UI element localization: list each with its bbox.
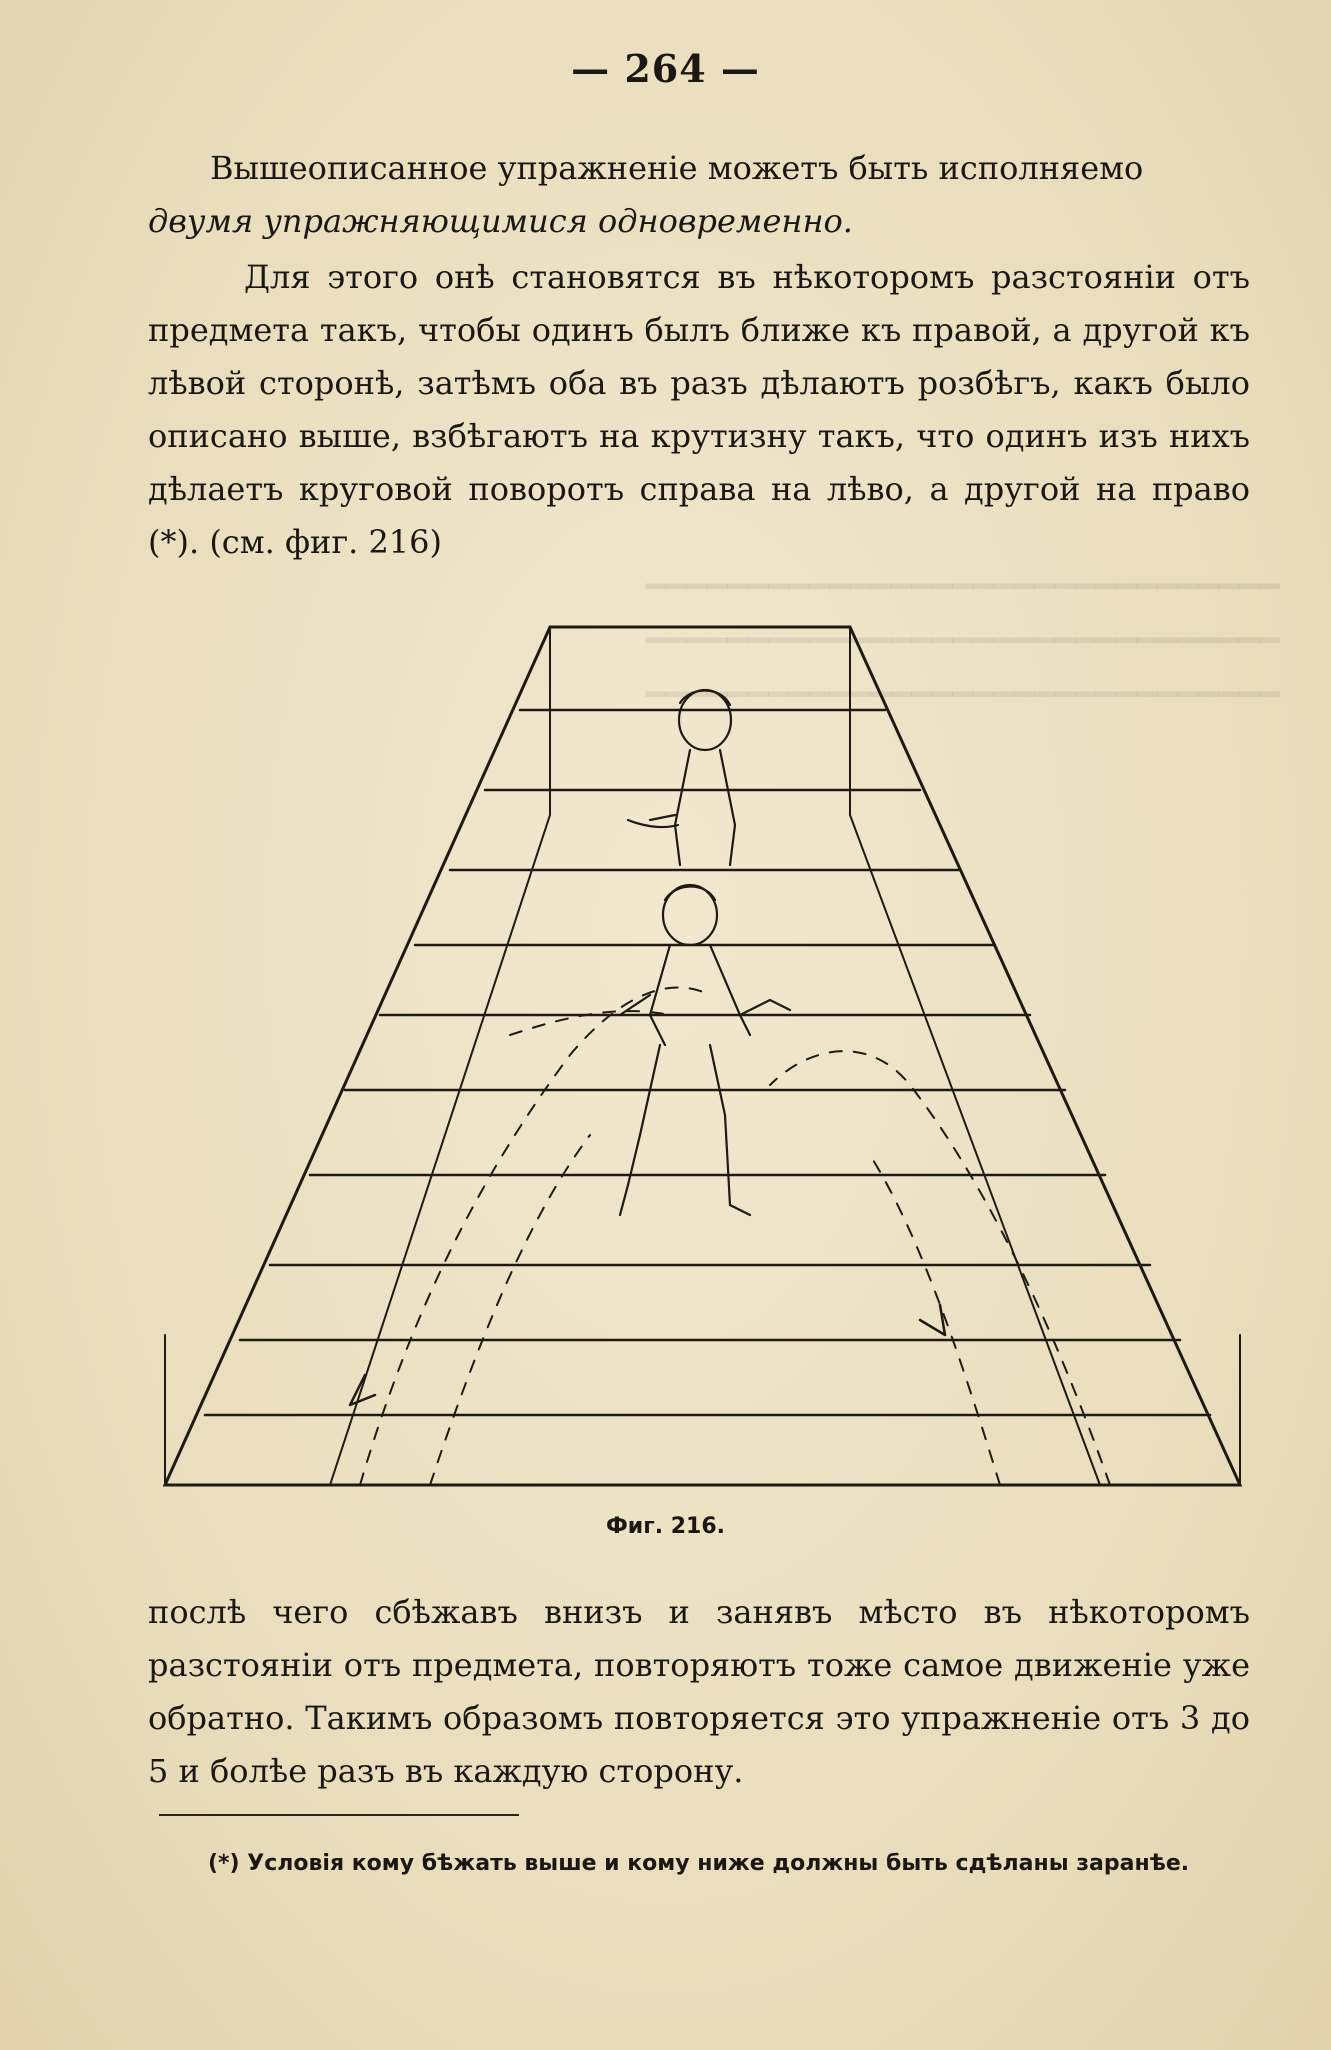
arrow-right: [920, 1305, 945, 1335]
run-paths: [360, 988, 1110, 1486]
figure-216-illustration: [150, 615, 1260, 1501]
figure-caption: Фиг. 216.: [605, 1514, 726, 1539]
person-lower: [620, 885, 790, 1215]
person-upper: [628, 690, 735, 865]
arrow-left: [350, 1375, 375, 1405]
paragraph-intro-emphasis: двумя упражняющимися одновременно.: [148, 202, 853, 240]
page-number: — 264 —: [571, 46, 760, 91]
paragraph-intro: [148, 142, 1250, 248]
ramp-inner-frame: [330, 627, 1100, 1485]
footnote-divider: [159, 1814, 519, 1816]
bleed-through-texture: ━━━━━━━━━━━━━━━━━━━━━━━━━━━━━━━ ━━━━━━━━━━━━━━━━━━━━━━━━━━━━━━━ ━━━━━━━━━━━━━━━━━━━━━━━━━━━━━━━: [645, 567, 1280, 715]
ramp-outline: [165, 627, 1240, 1485]
footnote: (*) Условія кому бѣжать выше и кому ниже должны быть сдѣланы заранѣе.: [208, 1851, 1190, 1876]
paragraph-intro-line1: Вышеописанное упражненіе можетъ быть исполняемо: [210, 149, 1144, 187]
paragraph-continuation: послѣ чего сбѣжавъ внизъ и занявъ мѣсто въ нѣкоторомъ разстояніи отъ предмета, повторяютъ тоже самое движеніе уже обратно. Такимъ образомъ повторяется это упражненіе отъ 3 до 5 и болѣе разъ въ каждую сторону.: [148, 1593, 1250, 1790]
paragraph-method: Для этого онѣ становятся въ нѣкоторомъ разстояніи отъ предмета такъ, чтобы одинъ былъ ближе къ правой, а другой къ лѣвой сторонѣ, затѣмъ оба въ разъ дѣлаютъ розбѣгъ, какъ было описано выше, взбѣгаютъ на крутизну такъ, что одинъ изъ нихъ дѣлаетъ круговой поворотъ справа на лѣво, а другой на право (*). (см. фиг. 216): [148, 258, 1250, 561]
